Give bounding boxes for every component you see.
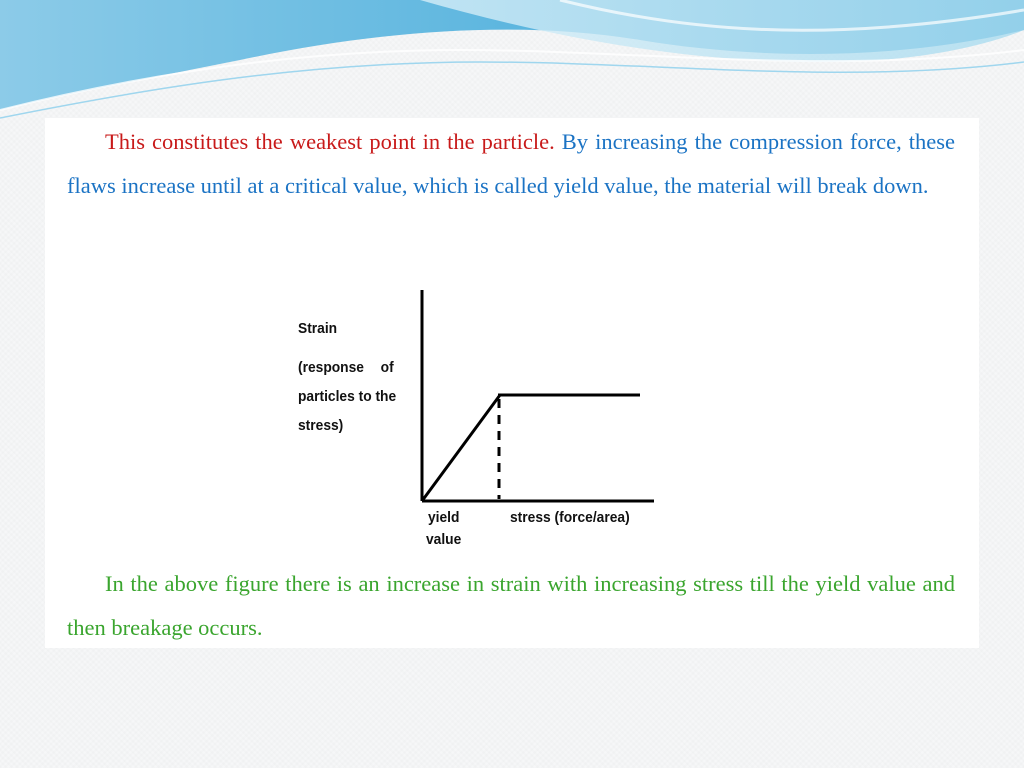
y-axis-label-line-3: particles to the	[298, 388, 397, 405]
conclusion-paragraph	[67, 562, 955, 650]
intro-paragraph	[67, 120, 955, 208]
stress-strain-diagram	[274, 285, 674, 560]
header-wave-decoration	[0, 0, 1024, 125]
yield-marker-label-line-2: value	[426, 531, 462, 548]
y-axis-label-line-1: Strain	[298, 320, 338, 337]
conclusion-text: In the above figure there is an increase in strain with increasing stress till the yield value and then breakage occurs.	[67, 571, 955, 640]
rising-strain-line	[422, 395, 500, 501]
x-axis-label: stress (force/area)	[510, 509, 630, 526]
y-axis-label-line-4: stress)	[298, 417, 344, 434]
y-axis-label-line-2: (response of	[298, 359, 394, 376]
yield-marker-label-line-1: yield	[428, 509, 460, 526]
intro-lead-sentence: This constitutes the weakest point in the particle.	[105, 129, 555, 154]
intro-body-text: By increasing the compression force, these flaws increase until at a critical value, which is called yield value, the material will break down.	[67, 129, 955, 198]
